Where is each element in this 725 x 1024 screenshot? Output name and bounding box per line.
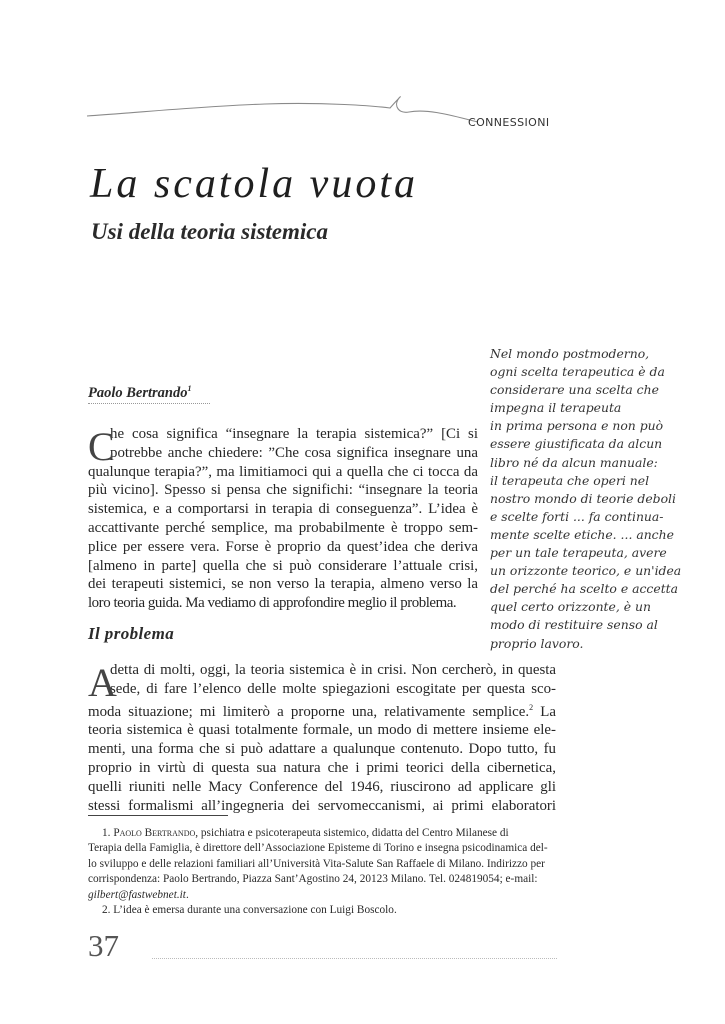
footer-divider (152, 958, 557, 959)
text-line-body: moda situazione; mi limiterò a proporne una, relativamente semplice. (88, 703, 530, 720)
pull-quote-line: quel certo orizzonte, è un (490, 599, 651, 615)
article-subtitle: Usi della teoria sistemica (91, 219, 329, 244)
text-line: potrebbe anche chiedere: ”Che cosa significa insegnare una (110, 444, 478, 461)
author-name (88, 384, 192, 402)
pull-quote-line: proprio lavoro. (490, 635, 584, 651)
text-line: più vicino]. Spesso si pensa che significhi: “insegnare la teoria (88, 482, 478, 499)
pull-quote-line: considerare una scelta che (490, 382, 659, 398)
text-line: detta di molti, oggi, la teoria sistemica è in crisi. Non cercherò, in questa (110, 662, 556, 678)
text-line: sistemica, e a comportarsi in terapia di conseguenza”. L’idea è (88, 501, 478, 518)
pull-quote (490, 345, 682, 653)
section-heading: Il problema (88, 624, 175, 643)
pull-quote-line: libro né da alcun manuale: (490, 454, 658, 470)
pull-quote-line: un orizzonte teorico, e un'idea (490, 563, 682, 579)
footnotes (88, 826, 558, 918)
pull-quote-line: del perché ha scelto e accetta (490, 581, 679, 597)
drop-cap: C (88, 424, 115, 469)
pull-quote-line: per un tale terapeuta, avere (490, 545, 667, 561)
text-line: sede, di fare l’elenco delle molte spiegazioni escogitate per questa sco- (110, 680, 556, 697)
footnote-punct: . (185, 888, 189, 901)
footnote-number: 1. (102, 827, 111, 839)
pull-quote-line: Nel mondo postmoderno, (490, 346, 650, 361)
decorative-flourish (85, 92, 480, 132)
pull-quote-line: mente scelte etiche. ... anche (490, 526, 674, 542)
footnote-ref: 2 (529, 702, 534, 712)
pull-quote-line: il terapeuta che operi nel (490, 472, 650, 488)
pull-quote-line: impegna il terapeuta (490, 400, 622, 416)
intro-paragraph (88, 425, 478, 613)
footnote-ref: 1 (187, 384, 192, 393)
text-line: qualunque terapia?”, ma limitiamoci qui a quella che ci tocca da (88, 463, 478, 480)
footnote-1 (88, 826, 558, 841)
pull-quote-line: modo di restituire senso al (490, 617, 658, 633)
footnote-line: lo sviluppo e delle relazioni familiari all’Università Vita-Salute San Raffaele di Milano. Indirizzo per (88, 857, 545, 870)
text-line: loro teoria guida. Ma vediamo di approfondire meglio il problema. (88, 595, 457, 612)
text-line: proprio in virtù di questa sua natura che i primi teorici della cibernetica, (88, 759, 556, 776)
footnote-line: corrispondenza: Paolo Bertrando, Piazza Sant’Agostino 24, 20123 Milano. Tel. 024819054; e-mail: (88, 873, 538, 886)
pull-quote-line: essere giustificata da alcun (490, 436, 663, 452)
pull-quote-line: e scelte forti ... fa continua- (490, 508, 664, 524)
text-line: teoria sistemica è quasi totalmente formale, un modo di mettere insieme ele- (88, 722, 556, 739)
text-line: dei terapeuti sistemici, se non verso la terapia, almeno verso la (88, 576, 478, 593)
text-line: menti, una forma che si può adattare a qualunque contenuto. Dopo tutto, fu (88, 741, 556, 758)
author-name-text: Paolo Bertrando (88, 384, 188, 401)
text-line: stessi formalismi all’ingegneria dei servomeccanismi, ai primi elaboratori (88, 797, 556, 814)
article-title: La scatola vuota (90, 161, 418, 207)
text-line-tail: La (533, 703, 556, 720)
text-line: accattivante perché semplice, ma probabilmente è troppo sem- (88, 519, 478, 536)
section-paragraph (88, 661, 556, 815)
footnote-2: 2. L’idea è emersa durante una conversazione con Luigi Boscolo. (102, 904, 397, 917)
pull-quote-line: nostro mondo di teorie deboli (490, 490, 676, 506)
footnote-divider (88, 815, 228, 816)
drop-cap: A (88, 660, 117, 705)
email-link[interactable]: gilbert@fastwebnet.it (88, 888, 186, 901)
pull-quote-line: in prima persona e non può (490, 418, 664, 434)
footnote-line (88, 888, 558, 903)
text-line: he cosa significa “insegnare la terapia sistemica?” [Ci si (110, 426, 478, 442)
pull-quote-line: ogni scelta terapeutica è da (490, 364, 665, 380)
footnote-line: Terapia della Famiglia, è direttore dell’Associazione Episteme di Torino e insegna psicodinamica del- (88, 842, 548, 855)
text-line: [almeno in parte] quella che si può considerare l’attuale crisi, (88, 557, 478, 574)
page-number: 37 (88, 928, 119, 963)
text-line (88, 699, 556, 722)
text-line: quelli riuniti nelle Macy Conference del 1946, riuscirono ad applicare gli (88, 778, 556, 795)
author-divider (88, 403, 210, 404)
section-label: CONNESSIONI (468, 116, 550, 129)
footnote-text: , psichiatra e psicoterapeuta sistemico, didatta del Centro Milanese di (195, 827, 509, 839)
footnote-author: Paolo Bertrando (113, 827, 196, 839)
text-line: plice per essere vera. Forse è proprio da quest’idea che deriva (88, 538, 478, 555)
